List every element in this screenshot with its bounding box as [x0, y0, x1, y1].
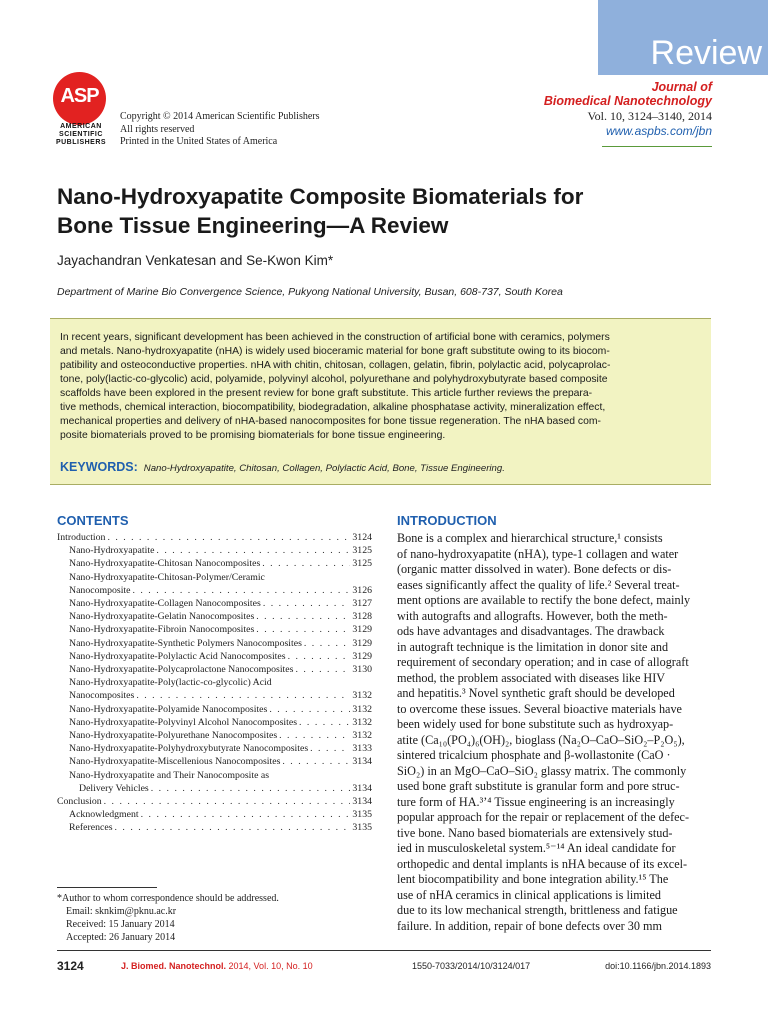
toc-item-page: 3133 — [352, 743, 372, 755]
toc-item-page: 3134 — [352, 782, 372, 794]
review-label: Review — [650, 34, 762, 72]
toc-item[interactable] — [57, 782, 372, 795]
toc-item-page: 3130 — [352, 664, 372, 676]
toc-leader-dots — [288, 650, 351, 663]
toc-item-label: Nanocomposites — [69, 690, 135, 702]
toc-item[interactable] — [57, 597, 372, 610]
toc-leader-dots — [256, 623, 350, 636]
toc-leader-dots — [141, 808, 351, 821]
toc-item[interactable] — [57, 610, 372, 623]
toc-item-page: 3132 — [352, 730, 372, 742]
abstract-box — [50, 318, 711, 485]
page-number: 3124 — [57, 959, 84, 973]
toc-item-label: Delivery Vehicles — [79, 782, 149, 794]
toc-item-page: 3135 — [352, 822, 372, 834]
toc-item-label: Nano-Hydroxyapatite-Polycaprolactone Nanocomposites — [69, 664, 294, 676]
toc-item-label: Nano-Hydroxyapatite-Chitosan-Polymer/Ceramic — [69, 571, 265, 583]
toc-item-label: Nano-Hydroxyapatite-Polyurethane Nanocomposites — [69, 730, 278, 742]
toc-item-page: 3129 — [352, 624, 372, 636]
toc-item-page: 3134 — [352, 756, 372, 768]
toc-item[interactable] — [57, 755, 372, 768]
toc-item[interactable] — [57, 821, 372, 834]
toc-item-label: Conclusion — [57, 796, 102, 808]
toc-item-label: Nano-Hydroxyapatite-Synthetic Polymers Nanocomposites — [69, 637, 302, 649]
abstract-text: In recent years, significant development has been achieved in the construction of artificial bone with ceramics, polymers and metals. Nano-hydroxyapatite (nHA) is widely used bioceramic material for bone graft substitute owing to its biocom- patibility and osteoconductive properties. nHA with chitin, chitosan, collagen, gelatin, fibrin, polylactic acid, polycaprolac- tone, poly(lactic-co-glycolic) acid, polyamide, polyvinyl alcohol, polyurethane and polyhydroxybutyrate based composite scaffolds have been explored in the present review for bone graft substitute. This article further reviews the prepara- tive methods, chemical interaction, biocompatibility, biodegradation, alkaline phosphatase activity, mineralization effect, mechanical properties and delivery of nHA-based nanocomposites for bone tissue regeneration. The nHA based com- posite biomaterials proved to be promising biomaterials for bone tissue engineering. — [60, 332, 611, 441]
toc-item-label: Introduction — [57, 532, 106, 543]
toc-item[interactable] — [57, 808, 372, 821]
toc-item[interactable] — [57, 795, 372, 808]
accepted-date: Accepted: 26 January 2014 — [66, 932, 176, 943]
toc-item-page: 3125 — [352, 558, 372, 570]
footer-citation: J. Biomed. Nanotechnol. 2014, Vol. 10, No. 10 — [121, 961, 313, 971]
copyright-notice: Copyright © 2014 American Scientific Publishers All rights reserved Printed in the United States of America — [120, 111, 320, 147]
toc-leader-dots — [304, 637, 351, 650]
journal-volume: Vol. 10, 3124–3140, 2014 — [587, 109, 712, 123]
toc-leader-dots — [107, 531, 350, 544]
correspondence-note: *Author to whom correspondence should be addressed. — [57, 893, 279, 904]
toc-item-label: Nano-Hydroxyapatite-Miscellenious Nanocomposites — [69, 756, 281, 768]
toc-item[interactable] — [57, 676, 372, 689]
toc-leader-dots — [256, 610, 350, 623]
asp-logo-mark: ASP — [53, 72, 106, 125]
asp-logo-words: AMERICAN SCIENTIFIC PUBLISHERS — [55, 123, 107, 146]
toc-item[interactable] — [57, 769, 372, 782]
toc-item-label: Nano-Hydroxyapatite and Their Nanocomposite as — [69, 769, 270, 781]
toc-item-page: 3132 — [352, 716, 372, 728]
toc-item[interactable] — [57, 703, 372, 716]
toc-item[interactable] — [57, 623, 372, 636]
toc-item-page: 3124 — [352, 532, 372, 543]
toc-item[interactable] — [57, 584, 372, 597]
received-date: Received: 15 January 2014 — [66, 919, 175, 930]
footnotes — [57, 892, 279, 944]
toc-leader-dots — [156, 544, 350, 557]
toc-leader-dots — [295, 663, 350, 676]
keywords-list: Nano-Hydroxyapatite, Chitosan, Collagen, Polylactic Acid, Bone, Tissue Engineering. — [143, 463, 505, 474]
toc-leader-dots — [104, 795, 351, 808]
toc-item[interactable] — [57, 571, 372, 584]
toc-item[interactable] — [57, 637, 372, 650]
footer-issn: 1550-7033/2014/10/3124/017 — [412, 961, 531, 971]
toc-leader-dots — [299, 716, 350, 729]
toc-leader-dots — [263, 597, 351, 610]
footnote-divider — [57, 887, 157, 888]
toc-item[interactable] — [57, 544, 372, 557]
introduction-text: Bone is a complex and hierarchical structure,¹ consists of nano-hydroxyapatite (nHA), type-1 collagen and water (organic matter dissolved in water). Bone defects or dis- eases significantly affect the quality of life.² Several treat- ment options are available to rectify the bone defect, mainly with autografts and allografts. However, both the meth- ods have advantages and disadvantages. The drawback in autograft technique is the limitation in donor site and requirement of secondary operation; and in case of allograft method, the problem associated with diseases like HIV and hepatitis.³ Novel synthetic graft should be developed to overcome these issues. Several bioactive materials have been widely used for bone substitute such as hydroxyap- atite (Ca₁₀(PO₄)₆(OH)₂, bioglass (Na₂O–CaO–SiO₂–P₂O₅), sintered tricalcium phosphate and β-wollastonite (CaO · SiO₂) in an MgO–CaO–SiO₂ glassy matrix. The commonly used bone graft substitute is granular form and pore struc- ture form of HA.³ʼ⁴ Tissue engineering is an increasingly popular approach for the repair or replacement of the defec- tive bone. Nano based biomaterials are extensively stud- ied in musculoskeletal system.⁵⁻¹⁴ An ideal candidate for orthopedic and dental implants is nHA because of its excel- lent biocompatibility and bone integration ability.¹⁵ The use of nHA ceramics in clinical applications is limited due to its low mechanical strength, brittleness and fatigue failure. In addition, repair of bone defects over 30 mm — [397, 531, 691, 933]
toc-item-label: Nano-Hydroxyapatite-Gelatin Nanocomposites — [69, 611, 255, 623]
journal-name: Journal of — [651, 80, 712, 94]
toc-item-label: Nano-Hydroxyapatite-Polylactic Acid Nanocomposites — [69, 650, 286, 662]
toc-item-label: Nano-Hydroxyapatite-Polyamide Nanocomposites — [69, 703, 268, 715]
toc-item-label: Nanocomposite — [69, 584, 131, 596]
toc-item-label: Nano-Hydroxyapatite-Polyvinyl Alcohol Nanocomposites — [69, 716, 298, 728]
toc-item-label: Acknowledgment — [69, 809, 139, 821]
journal-info — [544, 80, 712, 138]
article-authors: Jayachandran Venkatesan and Se-Kwon Kim* — [57, 253, 334, 268]
toc-item[interactable] — [57, 716, 372, 729]
toc-leader-dots — [269, 703, 350, 716]
keywords — [60, 458, 505, 476]
table-of-contents — [57, 531, 372, 835]
toc-item[interactable] — [57, 663, 372, 676]
correspondence-email: Email: sknkim@pknu.ac.kr — [66, 906, 177, 917]
toc-item[interactable] — [57, 742, 372, 755]
toc-item-page: 3126 — [352, 584, 372, 596]
toc-leader-dots — [115, 821, 351, 834]
toc-leader-dots — [310, 742, 350, 755]
toc-item[interactable] — [57, 729, 372, 742]
toc-item[interactable] — [57, 650, 372, 663]
contents-heading: CONTENTS — [57, 513, 129, 528]
journal-name-line2: Biomedical Nanotechnology — [543, 94, 712, 108]
toc-leader-dots — [133, 584, 351, 597]
toc-item-page: 3128 — [352, 611, 372, 623]
footer-divider — [57, 950, 711, 951]
toc-item-label: Nano-Hydroxyapatite-Polyhydroxybutyrate Nanocomposites — [69, 743, 309, 755]
author-affiliation: Department of Marine Bio Convergence Science, Pukyong National University, Busan, 608-737, South Korea — [57, 286, 563, 298]
toc-leader-dots — [151, 782, 351, 795]
toc-item-page: 3129 — [352, 637, 372, 649]
toc-item-page: 3132 — [352, 703, 372, 715]
toc-item-page: 3132 — [352, 690, 372, 702]
toc-leader-dots — [282, 755, 350, 768]
article-title: Nano-Hydroxyapatite Composite Biomaterials for Bone Tissue Engineering—A Review — [57, 184, 584, 238]
toc-item[interactable] — [57, 531, 372, 544]
footer-doi[interactable]: doi:10.1166/jbn.2014.1893 — [605, 961, 711, 971]
keywords-label: KEYWORDS: — [60, 460, 138, 474]
toc-item-page: 3135 — [352, 809, 372, 821]
page-footer — [57, 961, 711, 975]
review-banner — [598, 0, 768, 75]
toc-item-label: Nano-Hydroxyapatite-Collagen Nanocomposites — [69, 598, 261, 610]
toc-item-label: References — [69, 822, 113, 834]
journal-url-link[interactable]: www.aspbs.com/jbn — [605, 124, 712, 138]
toc-item-page: 3129 — [352, 650, 372, 662]
introduction-heading: INTRODUCTION — [397, 513, 497, 528]
url-underline — [602, 146, 712, 147]
toc-item-page: 3125 — [352, 545, 372, 557]
toc-item-label: Nano-Hydroxyapatite-Poly(lactic-co-glycolic) Acid — [69, 677, 272, 689]
toc-item-page: 3134 — [352, 796, 372, 808]
asp-logo — [52, 72, 110, 144]
toc-item[interactable] — [57, 689, 372, 702]
toc-item-page: 3127 — [352, 598, 372, 610]
toc-item[interactable] — [57, 557, 372, 570]
toc-leader-dots — [279, 729, 350, 742]
toc-item-label: Nano-Hydroxyapatite — [69, 545, 155, 557]
toc-leader-dots — [136, 689, 350, 702]
toc-item-label: Nano-Hydroxyapatite-Chitosan Nanocomposites — [69, 558, 261, 570]
toc-leader-dots — [262, 557, 350, 570]
toc-item-label: Nano-Hydroxyapatite-Fibroin Nanocomposites — [69, 624, 255, 636]
